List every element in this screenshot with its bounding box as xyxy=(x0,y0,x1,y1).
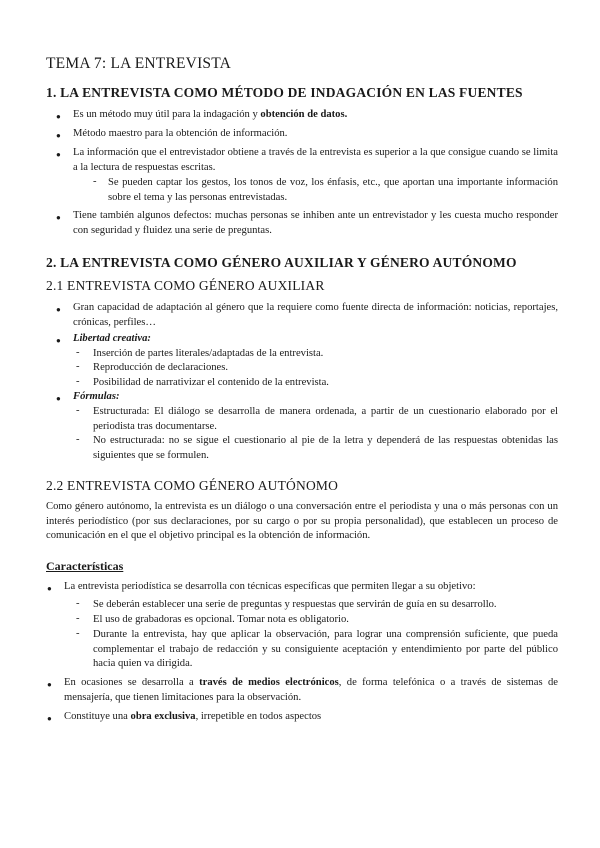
s1-bullet-2: Método maestro para la obtención de información. xyxy=(73,128,288,139)
dash-icon: - xyxy=(93,176,97,187)
dash-icon: - xyxy=(76,628,80,639)
s1-sub-item: Se pueden captar los gestos, los tonos de voz, los énfasis, etc., que aportan una importante información sobre el tema y las personas entrevistadas. xyxy=(108,177,558,203)
s2-bullet-1: Gran capacidad de adaptación al género que la requiere como fuente directa de información: noticias, reportajes, crónicas, perfiles… xyxy=(73,302,558,328)
characteristics-heading: Características xyxy=(46,559,124,573)
s1-bullet-1: Es un método muy útil para la indagación y obtención de datos. xyxy=(73,109,348,120)
s2-b2-item-3: Posibilidad de narrativizar el contenido de la entrevista. xyxy=(93,377,329,388)
dash-icon: - xyxy=(76,434,80,445)
s2-b3-item-1: Estructurada: El diálogo se desarrolla de manera ordenada, a partir de un cuestionario elaborado por el periodista tras documentarse. xyxy=(93,406,558,432)
dash-icon: - xyxy=(76,613,80,624)
bullet-icon: ● xyxy=(56,213,61,222)
bullet-icon: ● xyxy=(47,584,52,593)
char-c1-item-2: El uso de grabadoras es opcional. Tomar nota es obligatorio. xyxy=(93,614,349,625)
subsection-2-2-heading: 2.2 ENTREVISTA COMO GÉNERO AUTÓNOMO xyxy=(46,478,339,493)
dash-icon: - xyxy=(76,361,80,372)
s2-bullet-3-label: Fórmulas: xyxy=(73,391,120,402)
s2-b2-item-2: Reproducción de declaraciones. xyxy=(93,362,229,373)
dash-icon: - xyxy=(76,347,80,358)
bullet-icon: ● xyxy=(56,394,61,403)
bullet-icon: ● xyxy=(56,150,61,159)
bullet-icon: ● xyxy=(56,305,61,314)
bullet-icon: ● xyxy=(47,680,52,689)
page-title: TEMA 7: LA ENTREVISTA xyxy=(46,55,232,72)
char-bullet-1: La entrevista periodística se desarrolla con técnicas específicas que permiten llegar a su objetivo: xyxy=(64,581,476,592)
s2-b3-item-2: No estructurada: no se sigue el cuestionario al pie de la letra y dependerá de las respuestas obtenidas las siguientes que se formulen. xyxy=(93,435,558,461)
section-1-heading: 1. LA ENTREVISTA COMO MÉTODO DE INDAGACIÓN EN LAS FUENTES xyxy=(46,85,523,100)
section-2-heading: 2. LA ENTREVISTA COMO GÉNERO AUXILIAR Y GÉNERO AUTÓNOMO xyxy=(46,255,517,270)
dash-icon: - xyxy=(76,598,80,609)
bullet-icon: ● xyxy=(56,131,61,140)
s1-bullet-4: Tiene también algunos defectos: muchas personas se inhiben ante un entrevistador y les cuesta mucho responder con seguridad y fluidez una serie de preguntas. xyxy=(73,210,558,236)
dash-icon: - xyxy=(76,376,80,387)
s1-bullet-3: La información que el entrevistador obtiene a través de la entrevista es superior a la que consigue cuando se limita a la lectura de respuestas escritas. xyxy=(73,147,558,173)
bullet-icon: ● xyxy=(47,714,52,723)
s2-b2-item-1: Inserción de partes literales/adaptadas de la entrevista. xyxy=(93,348,324,359)
s2-2-paragraph: Como género autónomo, la entrevista es un diálogo o una conversación entre el periodista y una o más personas con un interés periodístico (por sus declaraciones, por su cargo o por su propia personalidad), que establecen un proceso de comunicación en el que el objetivo principal es la obtención de información. xyxy=(46,501,558,542)
subsection-2-1-heading: 2.1 ENTREVISTA COMO GÉNERO AUXILIAR xyxy=(46,278,325,293)
bullet-icon: ● xyxy=(56,112,61,121)
s2-bullet-2-label: Libertad creativa: xyxy=(73,333,151,344)
char-bullet-3: Constituye una obra exclusiva, irrepetible en todos aspectos xyxy=(64,711,322,722)
char-bullet-2: En ocasiones se desarrolla a través de medios electrónicos, de forma telefónica o a través de sistemas de mensajería, que tienen limitaciones para la observación. xyxy=(64,677,558,703)
char-c1-item-1: Se deberán establecer una serie de preguntas y respuestas que servirán de guía en su desarrollo. xyxy=(93,599,497,610)
bullet-icon: ● xyxy=(56,336,61,345)
char-c1-item-3: Durante la entrevista, hay que aplicar la observación, para lograr una comprensión suficiente, que pueda complementar el trabajo de redacción y su consiguiente aceptación y entendimiento por parte del público hacia quien va dirigida. xyxy=(93,629,558,670)
dash-icon: - xyxy=(76,405,80,416)
